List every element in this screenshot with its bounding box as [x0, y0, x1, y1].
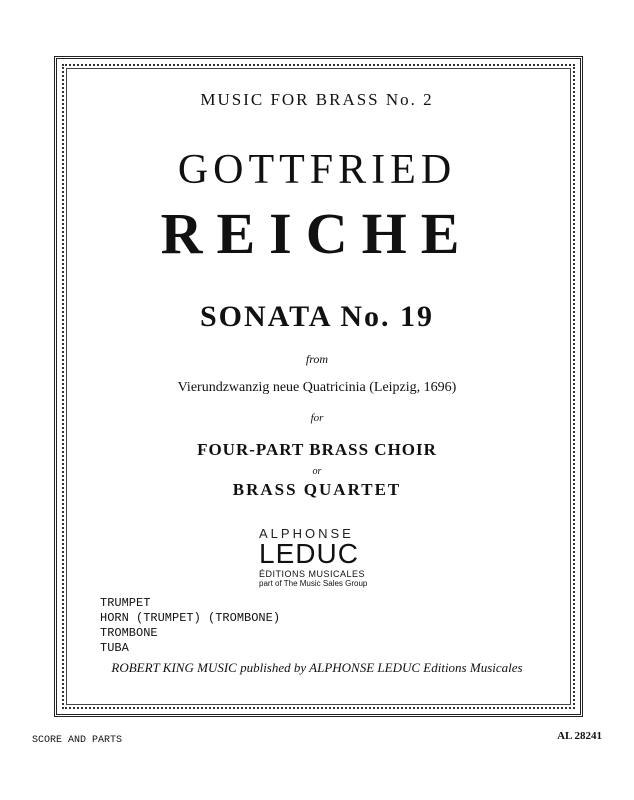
logo-main-text: LEDUC: [259, 538, 359, 569]
composer-last-name: REICHE: [160, 201, 474, 266]
from-label: from: [305, 352, 329, 366]
for-label: for: [310, 412, 324, 424]
composer-first-name: GOTTFRIED: [177, 147, 457, 193]
instrument-item: TROMBONE: [100, 626, 158, 640]
ensemble-alternate: BRASS QUARTET: [232, 480, 402, 499]
logo-sub-text: ÉDITIONS MUSICALES: [259, 569, 366, 579]
footer-catalog-number: AL 28241: [557, 730, 602, 742]
instrument-list: [100, 596, 280, 656]
ensemble-primary: FOUR-PART BRASS CHOIR: [197, 440, 437, 459]
publisher-credit: ROBERT KING MUSIC published by ALPHONSE LEDUC Editions Musicales: [111, 660, 523, 675]
logo-group-text: part of The Music Sales Group: [259, 579, 368, 588]
logo-top-text: ALPHONSE: [259, 526, 354, 541]
instrument-item: HORN (TRUMPET) (TROMBONE): [100, 611, 281, 625]
footer-score-label: SCORE AND PARTS: [32, 735, 123, 746]
instrument-item: TUBA: [100, 641, 129, 655]
publisher-logo: [259, 526, 389, 588]
or-label: or: [312, 466, 322, 477]
series-title: MUSIC FOR BRASS No. 2: [200, 90, 434, 109]
instrument-item: TRUMPET: [100, 596, 151, 610]
work-title: SONATA No. 19: [199, 300, 435, 333]
source-collection: Vierundzwanzig neue Quatricinia (Leipzig, 1696): [177, 380, 457, 395]
